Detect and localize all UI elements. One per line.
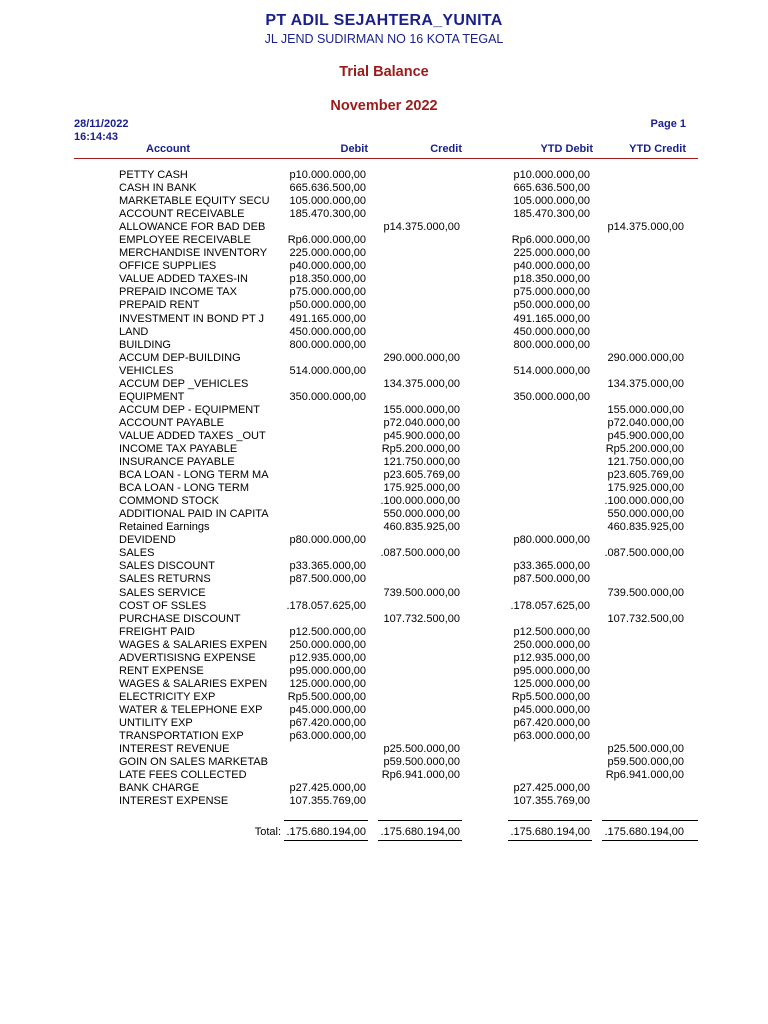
table-row <box>0 286 768 299</box>
total-rule-debit <box>284 820 368 821</box>
report-title: Trial Balance <box>339 64 429 80</box>
credit-value: p72.040.000,00 <box>383 416 460 429</box>
table-row <box>0 195 768 208</box>
table-row <box>0 391 768 404</box>
total-rule-ytd-debit <box>508 820 592 821</box>
ytd-debit-value: p63.000.000,00 <box>513 730 590 743</box>
total-rule-credit <box>378 820 462 821</box>
ytd-credit-value: 290.000.000,00 <box>607 351 684 364</box>
account-name: SALES SERVICE <box>119 586 206 599</box>
debit-value: 125.000.000,00 <box>289 677 366 690</box>
credit-value: p23.605.769,00 <box>383 469 460 482</box>
table-row <box>0 508 768 521</box>
credit-value: 460.835.925,00 <box>383 521 460 534</box>
debit-value: 250.000.000,00 <box>289 638 366 651</box>
table-row <box>0 730 768 743</box>
total-double-rule-credit <box>378 840 462 841</box>
credit-value: 155.000.000,00 <box>383 403 460 416</box>
account-name: BANK CHARGE <box>119 782 200 795</box>
column-header-credit: Credit <box>430 143 462 155</box>
credit-value: 550.000.000,00 <box>383 508 460 521</box>
account-name: VALUE ADDED TAXES _OUT <box>119 429 266 442</box>
table-row <box>0 756 768 769</box>
total-credit: .175.680.194,00 <box>380 826 460 838</box>
table-row <box>0 665 768 678</box>
account-name: SALES DISCOUNT <box>119 560 215 573</box>
table-row <box>0 795 768 808</box>
table-row <box>0 352 768 365</box>
ytd-debit-value: p27.425.000,00 <box>513 782 590 795</box>
table-row <box>0 495 768 508</box>
table-row <box>0 469 768 482</box>
table-row <box>0 626 768 639</box>
credit-value: 739.500.000,00 <box>383 586 460 599</box>
debit-value: 225.000.000,00 <box>289 247 366 260</box>
account-name: ACCUM DEP _VEHICLES <box>119 377 249 390</box>
print-date: 28/11/2022 <box>74 118 129 130</box>
credit-value: Rp6.941.000,00 <box>381 769 460 782</box>
ytd-debit-value: 125.000.000,00 <box>513 677 590 690</box>
total-ytd-debit: .175.680.194,00 <box>510 826 590 838</box>
ytd-debit-value: 514.000.000,00 <box>513 364 590 377</box>
account-name: TRANSPORTATION EXP <box>119 730 244 743</box>
table-row <box>0 430 768 443</box>
ytd-credit-value: 550.000.000,00 <box>607 508 684 521</box>
debit-value: Rp6.000.000,00 <box>287 234 366 247</box>
ytd-debit-value: p40.000.000,00 <box>513 260 590 273</box>
total-debit: .175.680.194,00 <box>286 826 366 838</box>
ytd-debit-value: Rp6.000.000,00 <box>511 234 590 247</box>
table-row <box>0 587 768 600</box>
debit-value: 514.000.000,00 <box>289 364 366 377</box>
debit-value: 450.000.000,00 <box>289 325 366 338</box>
account-name: CASH IN BANK <box>119 182 197 195</box>
total-double-rule-debit <box>284 840 368 841</box>
account-name: LAND <box>119 325 149 338</box>
ytd-credit-value: .100.000.000,00 <box>604 495 684 508</box>
account-name: OFFICE SUPPLIES <box>119 260 217 273</box>
credit-value: 121.750.000,00 <box>383 456 460 469</box>
debit-value: 107.355.769,00 <box>289 795 366 808</box>
account-name: UNTILITY EXP <box>119 716 193 729</box>
account-name: ELECTRICITY EXP <box>119 690 216 703</box>
ytd-debit-value: 250.000.000,00 <box>513 638 590 651</box>
ytd-debit-value: 225.000.000,00 <box>513 247 590 260</box>
debit-value: 350.000.000,00 <box>289 390 366 403</box>
table-row <box>0 482 768 495</box>
account-name: INVESTMENT IN BOND PT J <box>119 312 265 325</box>
ytd-credit-value: p45.900.000,00 <box>607 429 684 442</box>
debit-value: 800.000.000,00 <box>289 338 366 351</box>
debit-value: p80.000.000,00 <box>289 534 366 547</box>
table-row <box>0 678 768 691</box>
ytd-debit-value: 800.000.000,00 <box>513 338 590 351</box>
debit-value: p12.500.000,00 <box>289 625 366 638</box>
debit-value: .178.057.625,00 <box>286 599 366 612</box>
ytd-debit-value: 107.355.769,00 <box>513 795 590 808</box>
account-name: VALUE ADDED TAXES-IN <box>119 273 248 286</box>
table-row <box>0 378 768 391</box>
trial-balance-rows <box>0 169 768 808</box>
debit-value: p18.350.000,00 <box>289 273 366 286</box>
column-header-debit: Debit <box>340 143 368 155</box>
account-name: MERCHANDISE INVENTORY <box>119 247 268 260</box>
debit-value: p33.365.000,00 <box>289 560 366 573</box>
account-name: VEHICLES <box>119 364 174 377</box>
ytd-debit-value: 491.165.000,00 <box>513 312 590 325</box>
column-header-account: Account <box>146 143 190 155</box>
debit-value: p50.000.000,00 <box>289 299 366 312</box>
table-row <box>0 639 768 652</box>
total-ytd-credit: .175.680.194,00 <box>604 826 684 838</box>
account-name: LATE FEES COLLECTED <box>119 769 247 782</box>
table-row <box>0 547 768 560</box>
credit-value: p59.500.000,00 <box>383 756 460 769</box>
ytd-debit-value: 185.470.300,00 <box>513 208 590 221</box>
debit-value: 185.470.300,00 <box>289 208 366 221</box>
table-row <box>0 652 768 665</box>
table-row <box>0 247 768 260</box>
table-row <box>0 560 768 573</box>
ytd-debit-value: .178.057.625,00 <box>510 599 590 612</box>
account-name: ACCOUNT RECEIVABLE <box>119 208 245 221</box>
company-address: JL JEND SUDIRMAN NO 16 KOTA TEGAL <box>264 32 504 46</box>
credit-value: p45.900.000,00 <box>383 429 460 442</box>
ytd-debit-value: p12.935.000,00 <box>513 651 590 664</box>
ytd-credit-value: 107.732.500,00 <box>607 612 684 625</box>
account-name: FREIGHT PAID <box>119 625 195 638</box>
account-name: EMPLOYEE RECEIVABLE <box>119 234 251 247</box>
column-header-ytd-debit: YTD Debit <box>540 143 593 155</box>
account-name: Retained Earnings <box>119 521 210 534</box>
account-name: INTEREST REVENUE <box>119 743 230 756</box>
table-row <box>0 260 768 273</box>
debit-value: p67.420.000,00 <box>289 716 366 729</box>
credit-value: 175.925.000,00 <box>383 482 460 495</box>
column-header-ytd-credit: YTD Credit <box>629 143 686 155</box>
credit-value: 134.375.000,00 <box>383 377 460 390</box>
account-name: ACCUM DEP-BUILDING <box>119 351 241 364</box>
table-row <box>0 704 768 717</box>
ytd-credit-value: p59.500.000,00 <box>607 756 684 769</box>
account-name: BCA LOAN - LONG TERM MA <box>119 469 269 482</box>
ytd-debit-value: 350.000.000,00 <box>513 390 590 403</box>
credit-value: .087.500.000,00 <box>380 547 460 560</box>
ytd-debit-value: p80.000.000,00 <box>513 534 590 547</box>
account-name: INTEREST EXPENSE <box>119 795 229 808</box>
credit-value: .100.000.000,00 <box>380 495 460 508</box>
account-name: ADVERTISISNG EXPENSE <box>119 651 256 664</box>
ytd-credit-value: 739.500.000,00 <box>607 586 684 599</box>
account-name: BCA LOAN - LONG TERM <box>119 482 249 495</box>
ytd-debit-value: 450.000.000,00 <box>513 325 590 338</box>
account-name: EQUIPMENT <box>119 390 185 403</box>
debit-value: 665.636.500,00 <box>289 182 366 195</box>
debit-value: p45.000.000,00 <box>289 703 366 716</box>
table-row <box>0 234 768 247</box>
company-name: PT ADIL SEJAHTERA_YUNITA <box>265 12 503 29</box>
table-row <box>0 600 768 613</box>
ytd-debit-value: p45.000.000,00 <box>513 703 590 716</box>
table-row <box>0 521 768 534</box>
ytd-credit-value: Rp5.200.000,00 <box>605 442 684 455</box>
debit-value: p95.000.000,00 <box>289 664 366 677</box>
debit-value: p27.425.000,00 <box>289 782 366 795</box>
table-row <box>0 613 768 626</box>
total-double-rule-ytd-credit <box>602 840 698 841</box>
table-row <box>0 782 768 795</box>
total-label: Total: <box>254 826 281 838</box>
ytd-debit-value: p18.350.000,00 <box>513 273 590 286</box>
ytd-credit-value: 155.000.000,00 <box>607 403 684 416</box>
table-row <box>0 339 768 352</box>
account-name: GOIN ON SALES MARKETAB <box>119 756 268 769</box>
credit-value: 290.000.000,00 <box>383 351 460 364</box>
print-time: 16:14:43 <box>74 131 119 143</box>
credit-value: 107.732.500,00 <box>383 612 460 625</box>
account-name: RENT EXPENSE <box>119 664 204 677</box>
account-name: WATER & TELEPHONE EXP <box>119 703 263 716</box>
ytd-credit-value: 460.835.925,00 <box>607 521 684 534</box>
table-row <box>0 769 768 782</box>
credit-value: p25.500.000,00 <box>383 743 460 756</box>
account-name: COMMOND STOCK <box>119 495 220 508</box>
ytd-credit-value: 121.750.000,00 <box>607 456 684 469</box>
account-name: INCOME TAX PAYABLE <box>119 442 238 455</box>
table-row <box>0 326 768 339</box>
account-name: BUILDING <box>119 338 171 351</box>
ytd-debit-value: p33.365.000,00 <box>513 560 590 573</box>
table-row <box>0 182 768 195</box>
account-name: ACCOUNT PAYABLE <box>119 416 224 429</box>
table-row <box>0 534 768 547</box>
ytd-debit-value: Rp5.500.000,00 <box>511 690 590 703</box>
ytd-debit-value: p50.000.000,00 <box>513 299 590 312</box>
credit-value: p14.375.000,00 <box>383 221 460 234</box>
account-name: PREPAID INCOME TAX <box>119 286 237 299</box>
ytd-credit-value: 134.375.000,00 <box>607 377 684 390</box>
table-row <box>0 404 768 417</box>
table-row <box>0 313 768 326</box>
table-row <box>0 299 768 312</box>
account-name: PURCHASE DISCOUNT <box>119 612 241 625</box>
table-row <box>0 691 768 704</box>
account-name: ADDITIONAL PAID IN CAPITA <box>119 508 269 521</box>
debit-value: p75.000.000,00 <box>289 286 366 299</box>
account-name: PETTY CASH <box>119 169 188 181</box>
ytd-credit-value: p14.375.000,00 <box>607 221 684 234</box>
table-row <box>0 717 768 730</box>
ytd-debit-value: p10.000.000,00 <box>513 169 590 181</box>
debit-value: p40.000.000,00 <box>289 260 366 273</box>
table-row <box>0 456 768 469</box>
debit-value: p63.000.000,00 <box>289 730 366 743</box>
ytd-debit-value: p67.420.000,00 <box>513 716 590 729</box>
debit-value: p10.000.000,00 <box>289 169 366 181</box>
table-row <box>0 417 768 430</box>
table-row <box>0 573 768 586</box>
ytd-credit-value: .087.500.000,00 <box>604 547 684 560</box>
account-name: SALES <box>119 547 155 560</box>
table-row <box>0 743 768 756</box>
table-row <box>0 208 768 221</box>
account-name: COST OF SSLES <box>119 599 207 612</box>
ytd-debit-value: p87.500.000,00 <box>513 573 590 586</box>
total-rule-ytd-credit <box>602 820 698 821</box>
debit-value: p87.500.000,00 <box>289 573 366 586</box>
debit-value: p12.935.000,00 <box>289 651 366 664</box>
ytd-debit-value: p12.500.000,00 <box>513 625 590 638</box>
account-name: MARKETABLE EQUITY SECU <box>119 195 270 208</box>
credit-value: Rp5.200.000,00 <box>381 442 460 455</box>
account-name: WAGES & SALARIES EXPEN <box>119 638 268 651</box>
ytd-debit-value: 665.636.500,00 <box>513 182 590 195</box>
ytd-credit-value: 175.925.000,00 <box>607 482 684 495</box>
report-period: November 2022 <box>330 98 438 114</box>
account-name: ALLOWANCE FOR BAD DEB <box>119 221 266 234</box>
account-name: SALES RETURNS <box>119 573 211 586</box>
table-row <box>0 221 768 234</box>
debit-value: Rp5.500.000,00 <box>287 690 366 703</box>
ytd-credit-value: Rp6.941.000,00 <box>605 769 684 782</box>
ytd-debit-value: p95.000.000,00 <box>513 664 590 677</box>
account-name: ACCUM DEP - EQUIPMENT <box>119 403 260 416</box>
table-row <box>0 169 768 182</box>
ytd-credit-value: p25.500.000,00 <box>607 743 684 756</box>
header-rule <box>74 158 698 159</box>
account-name: PREPAID RENT <box>119 299 200 312</box>
table-row <box>0 443 768 456</box>
ytd-debit-value: p75.000.000,00 <box>513 286 590 299</box>
page-number: Page 1 <box>650 118 686 130</box>
account-name: DEVIDEND <box>119 534 176 547</box>
total-double-rule-ytd-debit <box>508 840 592 841</box>
ytd-credit-value: p23.605.769,00 <box>607 469 684 482</box>
table-row <box>0 273 768 286</box>
ytd-debit-value: 105.000.000,00 <box>513 195 590 208</box>
debit-value: 105.000.000,00 <box>289 195 366 208</box>
ytd-credit-value: p72.040.000,00 <box>607 416 684 429</box>
account-name: INSURANCE PAYABLE <box>119 456 235 469</box>
debit-value: 491.165.000,00 <box>289 312 366 325</box>
table-row <box>0 365 768 378</box>
account-name: WAGES & SALARIES EXPEN <box>119 677 268 690</box>
